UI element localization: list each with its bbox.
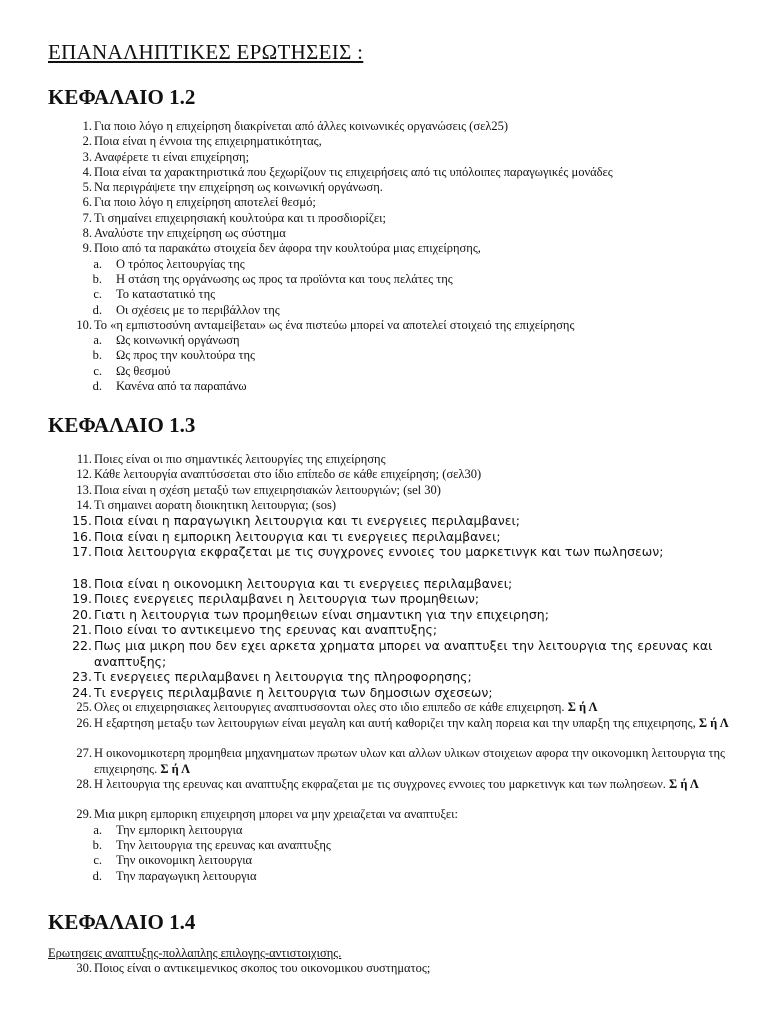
question-text [94, 211, 730, 226]
section-subheading: Ερωτησεις αναπτυξης-πολλαπλης επιλογης-αντιστοιχισης. [48, 946, 342, 960]
text-body: Αναφέρετε τι είναι επιχείρηση; [94, 149, 250, 164]
question-item [0, 165, 768, 180]
question-item [0, 807, 768, 822]
text-body: Μια μικρη εμπορικη επιχειρηση μπορει να μην χρειαζεται να αναπτυξει: [94, 807, 459, 822]
option-text [116, 853, 730, 868]
text-body: Τι σημαινει αορατη διοικητικη λειτουργια; (sos) [94, 497, 336, 512]
question-item [0, 591, 768, 607]
text-body: Ποια είναι τα χαρακτηριστικά που ξεχωρίζουν τις επιχειρήσεις από τις υπόλοιπες παραγωγικές μονάδες [94, 164, 613, 179]
question-number: 13. [76, 482, 92, 497]
text-body: Γιατι η λειτουργια των προμηθειων είναι σημαντικη για την επιχειρηση; [94, 606, 549, 622]
option-text [116, 348, 730, 363]
text-body: Η οικονομικοτερη προμηθεια μηχανηματων πρωτων υλων και αλλων υλικων στοιχειων αφορα την οικονομικη λειτουργια της επιχειρησης. [94, 746, 725, 776]
option-letter: c. [93, 363, 102, 378]
option-letter: d. [92, 868, 102, 883]
question-number: 30. [76, 961, 92, 975]
question-number: 1. [82, 119, 92, 133]
option-letter: a. [93, 333, 102, 348]
question-number: 11. [76, 452, 92, 466]
question-text [94, 226, 730, 241]
question-item [0, 607, 768, 623]
question-item [0, 241, 768, 256]
option-letter: d. [92, 302, 102, 317]
question-text [94, 180, 730, 195]
question-text [94, 165, 730, 180]
option-text [116, 379, 730, 394]
text-body: Για ποιο λόγο η επιχείρηση αποτελεί θεσμό; [94, 195, 316, 210]
question-number: 5. [82, 180, 92, 195]
option-text [116, 823, 730, 838]
question-number: 28. [76, 776, 92, 791]
question-number: 24. [72, 684, 92, 700]
answer-option [0, 853, 768, 868]
question-number: 25. [76, 700, 92, 715]
option-letter: b. [92, 837, 102, 852]
question-text [94, 134, 730, 149]
text-body: Ποιο είναι το αντικειμενο της ερευνας και αναπτυξης; [94, 622, 438, 638]
question-list-1-2 [0, 119, 768, 394]
option-letter: b. [92, 348, 102, 363]
answer-option [0, 287, 768, 302]
text-body: Για ποιο λόγο η επιχείρηση διακρίνεται από άλλες κοινωνικές οργανώσεις (σελ25) [94, 119, 509, 133]
question-list-1-3 [0, 452, 768, 884]
option-text [116, 364, 730, 379]
question-item [0, 513, 768, 529]
text-body: Ποιες είναι οι πιο σημαντικές λειτουργίες της επιχείρησης [94, 452, 386, 466]
text-body: Κανένα από τα παραπάνω [116, 379, 247, 394]
question-number: 3. [82, 149, 92, 164]
option-letter: c. [93, 853, 102, 868]
question-number: 8. [82, 226, 92, 241]
question-list-1-4 [0, 961, 768, 976]
question-text [94, 544, 730, 560]
question-number: 21. [72, 622, 92, 638]
question-text [94, 777, 730, 792]
text-body: Ποιες ενεργειες περιλαμβανει η λειτουργια των προμηθειων; [94, 591, 480, 607]
text-body: Τι ενεργειες περιλαμβανει η λειτουργια της πληροφορησης; [94, 669, 472, 685]
question-text [94, 669, 730, 685]
question-text [94, 241, 730, 256]
text-body: Ως προς την κουλτούρα της [116, 348, 255, 363]
question-number: 12. [76, 467, 92, 482]
question-text [94, 529, 730, 545]
question-item [0, 529, 768, 545]
text-body: Αναλύστε την επιχείρηση ως σύστημα [94, 226, 286, 241]
question-item [0, 498, 768, 513]
question-text [94, 638, 730, 669]
question-text [94, 467, 730, 482]
option-text [116, 257, 730, 272]
answer-option [0, 869, 768, 884]
question-text [94, 150, 730, 165]
question-number: 29. [76, 807, 92, 822]
question-number: 6. [82, 195, 92, 210]
answer-option [0, 838, 768, 853]
option-letter: a. [93, 256, 102, 271]
answer-option [0, 379, 768, 394]
answer-option [0, 364, 768, 379]
text-body: Η λειτουργια της ερευνας και αναπτυξης εκφραζεται με τις συγχρονες εννοιες του μαρκετινγκ και των πωλησεων. [94, 776, 666, 791]
question-item [0, 576, 768, 592]
true-false-mark: Σ ή Λ [160, 761, 191, 776]
question-number: 20. [72, 606, 92, 622]
question-text [94, 746, 730, 777]
question-text [94, 622, 730, 638]
option-text [116, 869, 730, 884]
text-body: Ποια είναι η έννοια της επιχειρηματικότητας, [94, 134, 322, 149]
text-body: Ποια είναι η σχέση μεταξύ των επιχειρησιακών λειτουργιών; (sel 30) [94, 482, 441, 497]
text-body: Ποια λειτουργια εκφραζεται με τις συγχρονες εννοιες του μαρκετινγκ και των πωλησεων; [94, 544, 664, 560]
option-letter: b. [92, 271, 102, 286]
question-number: 27. [76, 746, 92, 761]
option-letter: c. [93, 287, 102, 302]
text-body: Τι ενεργεις περιλαμβανιε η λειτουργια των δημοσιων σχεσεων; [94, 684, 493, 700]
question-item [0, 150, 768, 165]
option-letter: a. [93, 822, 102, 837]
text-body: Ποια είναι η οικονομικη λειτουργια και τι ενεργειες περιλαμβανει; [94, 575, 513, 591]
text-body: Ως κοινωνική οργάνωση [116, 333, 240, 348]
question-text [94, 607, 730, 623]
question-item [0, 134, 768, 149]
question-number: 14. [76, 497, 92, 512]
option-text [116, 272, 730, 287]
question-text [94, 700, 730, 715]
question-item [0, 622, 768, 638]
answer-option [0, 823, 768, 838]
answer-option [0, 333, 768, 348]
answer-option [0, 257, 768, 272]
question-number: 26. [76, 715, 92, 730]
question-number: 23. [72, 669, 92, 685]
question-number: 10. [76, 317, 92, 332]
question-text [94, 483, 730, 498]
question-number: 7. [82, 210, 92, 225]
question-item [0, 119, 768, 134]
text-body: Το καταστατικό της [116, 287, 216, 302]
question-number: 15. [72, 513, 92, 529]
page-title: ΕΠΑΝΑΛΗΠΤΙΚΕΣ ΕΡΩΤΗΣΕΙΣ : [48, 40, 364, 64]
text-body: Ολες οι επιχειρησιακες λειτουργιες αναπτυσσονται ολες στο ιδιο επιπεδο σε κάθε επιχειρηση. [94, 700, 565, 715]
question-number: 17. [72, 544, 92, 560]
question-item [0, 961, 768, 976]
question-item [0, 211, 768, 226]
option-text [116, 303, 730, 318]
text-body: Να περιγράψετε την επιχείρηση ως κοινωνική οργάνωση. [94, 180, 383, 195]
text-body: Ποιο από τα παρακάτω στοιχεία δεν άφορα την κουλτούρα μιας επιχείρησης, [94, 241, 481, 256]
question-item [0, 638, 768, 669]
question-number: 18. [72, 575, 92, 591]
question-text [94, 498, 730, 513]
text-body: Την λειτουργια της ερευνας και αναπτυξης [116, 837, 331, 852]
question-item [0, 669, 768, 685]
question-text [94, 513, 730, 529]
question-item [0, 746, 768, 777]
question-item [0, 716, 768, 747]
question-number: 16. [72, 528, 92, 544]
question-text [94, 195, 730, 210]
question-text [94, 576, 730, 592]
answer-option [0, 272, 768, 287]
text-body: Την οικονομικη λειτουργια [116, 853, 253, 868]
question-number: 19. [72, 591, 92, 607]
text-body: Οι σχέσεις με το περιβάλλον της [116, 302, 280, 317]
question-item [0, 180, 768, 195]
question-text [94, 685, 730, 701]
option-letter: d. [92, 379, 102, 394]
option-text [116, 838, 730, 853]
text-body: Τι σημαίνει επιχειρησιακή κουλτούρα και τι προσδιορίζει; [94, 210, 386, 225]
question-text [94, 807, 730, 822]
question-text [94, 318, 730, 333]
chapter-heading-1-3: ΚΕΦΑΛΑΙΟ 1.3 [48, 413, 196, 437]
question-text [94, 119, 730, 134]
question-item [0, 452, 768, 467]
answer-option [0, 303, 768, 318]
true-false-mark: Σ ή Λ [669, 776, 699, 791]
question-number: 4. [82, 164, 92, 179]
question-item [0, 195, 768, 210]
true-false-mark: Σ ή Λ [698, 715, 729, 730]
question-text [94, 716, 730, 731]
text-body: Το «η εμπιστοσύνη ανταμείβεται» ως ένα πιστεύω μπορεί να αποτελεί στοιχειό της επιχείρησης [94, 317, 575, 332]
option-text [116, 287, 730, 302]
question-text [94, 452, 730, 467]
question-item [0, 318, 768, 333]
question-item [0, 700, 768, 715]
question-item [0, 483, 768, 498]
option-text [116, 333, 730, 348]
text-body: Ποιος είναι ο αντικειμενικος σκοπος του οικονομικου συστηματος; [94, 961, 431, 975]
chapter-heading-1-2: ΚΕΦΑΛΑΙΟ 1.2 [48, 85, 196, 109]
question-text [94, 961, 730, 976]
question-text [94, 591, 730, 607]
text-body: Ως θεσμού [116, 363, 171, 378]
text-body: Κάθε λειτουργία αναπτύσσεται στο ίδιο επίπεδο σε κάθε επιχείρηση; (σελ30) [94, 467, 482, 482]
question-item [0, 226, 768, 241]
text-body: Ποια είναι η εμπορικη λειτουργια και τι ενεργειες περιλαμβανει; [94, 528, 501, 544]
text-body: Η στάση της οργάνωσης ως προς τα προϊόντα και τους πελάτες της [116, 271, 453, 286]
answer-option [0, 348, 768, 363]
text-body: Η εξαρτηση μεταξυ των λειτουργιων είναι μεγαλη και αυτή καθοριζει την καλη πορεια και την υπαρξη της επιχειρησης, [94, 715, 696, 730]
question-item [0, 777, 768, 808]
text-body: Ποια είναι η παραγωγικη λειτουργια και τι ενεργειες περιλαμβανει; [94, 513, 520, 529]
chapter-heading-1-4: ΚΕΦΑΛΑΙΟ 1.4 [48, 910, 196, 934]
question-item [0, 467, 768, 482]
question-item [0, 685, 768, 701]
question-number: 22. [72, 637, 92, 653]
true-false-mark: Σ ή Λ [567, 700, 598, 715]
question-item [0, 544, 768, 575]
text-body: Την εμπορικη λειτουργια [116, 822, 243, 837]
question-number: 9. [82, 241, 92, 256]
text-body: Πως μια μικρη που δεν εχει αρκετα χρηματα μπορει να αναπτυξει την λειτουργια της ερευνας και αναπτυξης; [94, 637, 713, 669]
text-body: Ο τρόπος λειτουργίας της [116, 256, 245, 271]
question-number: 2. [82, 134, 92, 149]
text-body: Την παραγωγικη λειτουργια [116, 868, 257, 883]
